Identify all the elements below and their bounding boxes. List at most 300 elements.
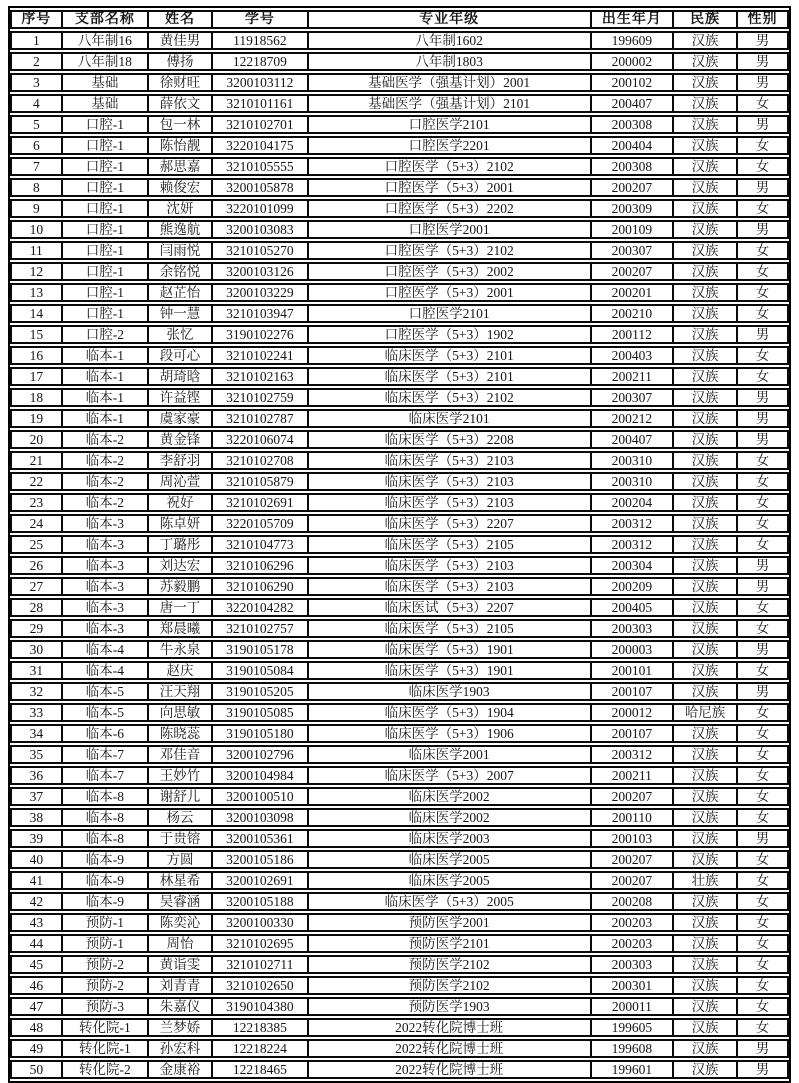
cell-gender: 女 [736,955,789,974]
table-row [10,31,789,50]
cell-major-grade: 口腔医学2001 [307,220,590,239]
cell-student-name: 傅扬 [147,52,211,71]
cell-birth-month: 200203 [590,913,673,932]
cell-branch-name: 转化院-1 [61,1039,147,1058]
cell-gender: 女 [736,367,789,386]
cell-ethnicity: 汉族 [672,325,736,344]
cell-branch-name: 临本-2 [61,493,147,512]
cell-birth-month: 200304 [590,556,673,575]
cell-gender: 男 [736,409,789,428]
cell-ethnicity: 汉族 [672,283,736,302]
cell-student-id: 3190105178 [211,640,307,659]
cell-major-grade: 口腔医学（5+3）2001 [307,283,590,302]
cell-major-grade: 八年制1602 [307,31,590,50]
table-row [10,535,789,554]
cell-gender: 女 [736,598,789,617]
cell-branch-name: 预防-3 [61,997,147,1016]
cell-student-id: 3190102276 [211,325,307,344]
cell-gender: 女 [736,241,789,260]
cell-student-id: 3200105361 [211,829,307,848]
cell-gender: 女 [736,976,789,995]
cell-branch-name: 口腔-1 [61,199,147,218]
cell-gender: 男 [736,178,789,197]
cell-student-id: 3210102787 [211,409,307,428]
cell-student-name: 周沁萱 [147,472,211,491]
cell-gender: 女 [736,766,789,785]
cell-student-name: 祝好 [147,493,211,512]
cell-birth-month: 200011 [590,997,673,1016]
cell-gender: 女 [736,850,789,869]
cell-student-id: 3220104282 [211,598,307,617]
cell-student-name: 黄佳男 [147,31,211,50]
header-row [10,10,789,29]
cell-index: 33 [10,703,61,722]
cell-gender: 女 [736,262,789,281]
cell-ethnicity: 汉族 [672,976,736,995]
cell-index: 29 [10,619,61,638]
cell-student-id: 12218709 [211,52,307,71]
cell-index: 40 [10,850,61,869]
cell-ethnicity: 汉族 [672,136,736,155]
cell-index: 34 [10,724,61,743]
cell-student-id: 3220101099 [211,199,307,218]
cell-student-name: 许益铿 [147,388,211,407]
cell-branch-name: 口腔-2 [61,325,147,344]
table-row [10,115,789,134]
cell-birth-month: 200307 [590,241,673,260]
cell-branch-name: 临本-1 [61,367,147,386]
cell-student-name: 余铭悦 [147,262,211,281]
cell-ethnicity: 汉族 [672,955,736,974]
cell-major-grade: 临床医学（5+3）2102 [307,388,590,407]
cell-student-name: 谢舒儿 [147,787,211,806]
cell-student-name: 熊逸航 [147,220,211,239]
table-row [10,220,789,239]
cell-major-grade: 临床医学2005 [307,871,590,890]
cell-student-name: 于贵镕 [147,829,211,848]
cell-student-name: 王妙竹 [147,766,211,785]
cell-branch-name: 临本-7 [61,745,147,764]
cell-birth-month: 200002 [590,52,673,71]
cell-birth-month: 200207 [590,850,673,869]
cell-student-id: 12218385 [211,1018,307,1037]
cell-ethnicity: 汉族 [672,724,736,743]
cell-birth-month: 200208 [590,892,673,911]
cell-student-id: 3200105186 [211,850,307,869]
cell-birth-month: 200207 [590,787,673,806]
cell-major-grade: 临床医学（5+3）2103 [307,451,590,470]
cell-branch-name: 临本-9 [61,892,147,911]
cell-birth-month: 200312 [590,514,673,533]
cell-major-grade: 预防医学2101 [307,934,590,953]
cell-ethnicity: 汉族 [672,178,736,197]
cell-student-id: 3210105879 [211,472,307,491]
cell-gender: 女 [736,472,789,491]
cell-ethnicity: 汉族 [672,220,736,239]
table-row [10,451,789,470]
cell-birth-month: 200102 [590,73,673,92]
cell-index: 9 [10,199,61,218]
table-outer-frame [8,6,791,1083]
table-row [10,640,789,659]
cell-student-name: 金康裕 [147,1060,211,1079]
cell-gender: 女 [736,787,789,806]
cell-major-grade: 基础医学（强基计划）2101 [307,94,590,113]
cell-branch-name: 临本-6 [61,724,147,743]
cell-ethnicity: 汉族 [672,157,736,176]
cell-major-grade: 预防医学2102 [307,955,590,974]
table-row [10,283,789,302]
cell-major-grade: 临床医学2005 [307,850,590,869]
table-row [10,787,789,806]
cell-branch-name: 口腔-1 [61,283,147,302]
cell-index: 18 [10,388,61,407]
cell-ethnicity: 哈尼族 [672,703,736,722]
cell-student-id: 3210102650 [211,976,307,995]
column-header-branch-name: 支部名称 [61,10,147,29]
cell-student-name: 李舒羽 [147,451,211,470]
cell-branch-name: 临本-8 [61,787,147,806]
cell-index: 2 [10,52,61,71]
cell-index: 26 [10,556,61,575]
cell-student-name: 陈晓蕊 [147,724,211,743]
cell-ethnicity: 汉族 [672,73,736,92]
cell-branch-name: 口腔-1 [61,136,147,155]
cell-student-name: 徐财旺 [147,73,211,92]
cell-gender: 女 [736,157,789,176]
cell-ethnicity: 汉族 [672,346,736,365]
cell-birth-month: 199609 [590,31,673,50]
cell-ethnicity: 汉族 [672,745,736,764]
cell-gender: 男 [736,52,789,71]
cell-ethnicity: 汉族 [672,52,736,71]
column-header-birth-month: 出生年月 [590,10,673,29]
table-row [10,430,789,449]
cell-birth-month: 200303 [590,619,673,638]
cell-student-id: 3210102711 [211,955,307,974]
cell-student-name: 向思敏 [147,703,211,722]
cell-ethnicity: 汉族 [672,829,736,848]
cell-birth-month: 200003 [590,640,673,659]
table-row [10,241,789,260]
cell-index: 10 [10,220,61,239]
cell-index: 28 [10,598,61,617]
cell-index: 49 [10,1039,61,1058]
cell-ethnicity: 汉族 [672,1060,736,1079]
cell-student-name: 丁璐彤 [147,535,211,554]
cell-index: 41 [10,871,61,890]
table-row [10,661,789,680]
cell-birth-month: 200404 [590,136,673,155]
cell-gender: 女 [736,136,789,155]
cell-student-id: 3200102691 [211,871,307,890]
cell-ethnicity: 汉族 [672,367,736,386]
cell-gender: 女 [736,199,789,218]
cell-ethnicity: 汉族 [672,493,736,512]
cell-student-name: 赵庆 [147,661,211,680]
cell-student-id: 3220106074 [211,430,307,449]
cell-branch-name: 临本-4 [61,661,147,680]
cell-birth-month: 200201 [590,283,673,302]
table-row [10,325,789,344]
cell-major-grade: 临床医学2002 [307,808,590,827]
cell-ethnicity: 汉族 [672,619,736,638]
cell-birth-month: 200309 [590,199,673,218]
cell-birth-month: 200405 [590,598,673,617]
table-row [10,409,789,428]
table-row [10,598,789,617]
table-row [10,262,789,281]
cell-index: 44 [10,934,61,953]
cell-student-id: 3210105555 [211,157,307,176]
cell-student-id: 3200103229 [211,283,307,302]
cell-gender: 女 [736,871,789,890]
cell-ethnicity: 汉族 [672,388,736,407]
cell-student-id: 3210101161 [211,94,307,113]
cell-student-name: 唐一丁 [147,598,211,617]
cell-birth-month: 200207 [590,178,673,197]
cell-major-grade: 口腔医学（5+3）2102 [307,241,590,260]
table-row [10,955,789,974]
cell-branch-name: 临本-4 [61,640,147,659]
cell-index: 46 [10,976,61,995]
table-row [10,556,789,575]
cell-birth-month: 200112 [590,325,673,344]
cell-student-id: 3210102163 [211,367,307,386]
cell-birth-month: 200109 [590,220,673,239]
cell-gender: 男 [736,1039,789,1058]
cell-major-grade: 临床医试（5+3）2207 [307,598,590,617]
cell-major-grade: 临床医学（5+3）2103 [307,493,590,512]
cell-birth-month: 200110 [590,808,673,827]
cell-ethnicity: 汉族 [672,199,736,218]
cell-birth-month: 200307 [590,388,673,407]
cell-branch-name: 基础 [61,73,147,92]
cell-branch-name: 临本-3 [61,514,147,533]
cell-gender: 女 [736,94,789,113]
cell-branch-name: 转化院-1 [61,1018,147,1037]
table-row [10,976,789,995]
cell-index: 27 [10,577,61,596]
cell-birth-month: 200308 [590,157,673,176]
cell-major-grade: 临床医学（5+3）2005 [307,892,590,911]
cell-birth-month: 200209 [590,577,673,596]
cell-ethnicity: 汉族 [672,598,736,617]
cell-gender: 男 [736,682,789,701]
cell-index: 14 [10,304,61,323]
cell-gender: 男 [736,577,789,596]
cell-major-grade: 临床医学（5+3）2105 [307,619,590,638]
cell-student-id: 3200103126 [211,262,307,281]
cell-gender: 女 [736,661,789,680]
table-row [10,619,789,638]
cell-index: 3 [10,73,61,92]
cell-index: 50 [10,1060,61,1079]
cell-major-grade: 临床医学（5+3）2207 [307,514,590,533]
cell-student-name: 吴睿涵 [147,892,211,911]
cell-index: 12 [10,262,61,281]
cell-gender: 女 [736,997,789,1016]
table-row [10,682,789,701]
cell-major-grade: 临床医学（5+3）2007 [307,766,590,785]
cell-index: 5 [10,115,61,134]
cell-student-name: 沈妍 [147,199,211,218]
cell-student-id: 3210102708 [211,451,307,470]
cell-major-grade: 临床医学（5+3）1901 [307,640,590,659]
cell-branch-name: 临本-2 [61,430,147,449]
table-row [10,577,789,596]
cell-major-grade: 口腔医学（5+3）1902 [307,325,590,344]
cell-student-name: 薛依文 [147,94,211,113]
cell-index: 42 [10,892,61,911]
cell-student-id: 3200100330 [211,913,307,932]
cell-student-name: 杨云 [147,808,211,827]
cell-gender: 女 [736,304,789,323]
cell-branch-name: 八年制18 [61,52,147,71]
cell-ethnicity: 壮族 [672,871,736,890]
cell-ethnicity: 汉族 [672,682,736,701]
cell-birth-month: 200407 [590,430,673,449]
cell-birth-month: 200407 [590,94,673,113]
cell-student-id: 3210102691 [211,493,307,512]
cell-student-id: 3210106296 [211,556,307,575]
cell-student-id: 3210102759 [211,388,307,407]
cell-branch-name: 临本-5 [61,703,147,722]
cell-student-id: 11918562 [211,31,307,50]
cell-ethnicity: 汉族 [672,1039,736,1058]
cell-ethnicity: 汉族 [672,115,736,134]
cell-birth-month: 200301 [590,976,673,995]
table-row [10,850,789,869]
cell-student-name: 刘达宏 [147,556,211,575]
cell-index: 16 [10,346,61,365]
cell-student-name: 陈奕沁 [147,913,211,932]
cell-branch-name: 临本-9 [61,850,147,869]
cell-major-grade: 口腔医学2201 [307,136,590,155]
cell-major-grade: 临床医学（5+3）2101 [307,346,590,365]
cell-branch-name: 口腔-1 [61,262,147,281]
cell-major-grade: 口腔医学2101 [307,115,590,134]
cell-student-id: 3190105084 [211,661,307,680]
cell-student-id: 3210106290 [211,577,307,596]
cell-branch-name: 口腔-1 [61,178,147,197]
cell-gender: 男 [736,430,789,449]
cell-gender: 女 [736,745,789,764]
cell-birth-month: 200310 [590,451,673,470]
cell-ethnicity: 汉族 [672,31,736,50]
cell-major-grade: 预防医学2102 [307,976,590,995]
cell-student-name: 郑晨曦 [147,619,211,638]
cell-index: 48 [10,1018,61,1037]
cell-ethnicity: 汉族 [672,997,736,1016]
cell-index: 1 [10,31,61,50]
cell-branch-name: 临本-3 [61,619,147,638]
cell-ethnicity: 汉族 [672,892,736,911]
cell-ethnicity: 汉族 [672,661,736,680]
cell-birth-month: 200107 [590,682,673,701]
cell-major-grade: 临床医学2003 [307,829,590,848]
table-row [10,766,789,785]
cell-ethnicity: 汉族 [672,577,736,596]
table-row [10,892,789,911]
cell-student-id: 3190105180 [211,724,307,743]
cell-ethnicity: 汉族 [672,430,736,449]
cell-gender: 女 [736,724,789,743]
cell-student-name: 虞家豪 [147,409,211,428]
cell-gender: 女 [736,703,789,722]
cell-birth-month: 200103 [590,829,673,848]
cell-gender: 男 [736,829,789,848]
cell-ethnicity: 汉族 [672,787,736,806]
cell-index: 45 [10,955,61,974]
cell-ethnicity: 汉族 [672,262,736,281]
cell-ethnicity: 汉族 [672,934,736,953]
table-row [10,136,789,155]
cell-branch-name: 预防-2 [61,955,147,974]
cell-gender: 女 [736,283,789,302]
cell-major-grade: 临床医学（5+3）1906 [307,724,590,743]
cell-birth-month: 199605 [590,1018,673,1037]
cell-gender: 女 [736,493,789,512]
cell-ethnicity: 汉族 [672,304,736,323]
cell-ethnicity: 汉族 [672,850,736,869]
cell-branch-name: 口腔-1 [61,220,147,239]
cell-birth-month: 200308 [590,115,673,134]
cell-ethnicity: 汉族 [672,535,736,554]
cell-birth-month: 200211 [590,766,673,785]
cell-student-name: 郝思嘉 [147,157,211,176]
column-header-index: 序号 [10,10,61,29]
cell-birth-month: 199601 [590,1060,673,1079]
cell-branch-name: 临本-1 [61,388,147,407]
cell-ethnicity: 汉族 [672,94,736,113]
cell-gender: 男 [736,640,789,659]
cell-student-name: 黄金锋 [147,430,211,449]
student-roster-table [10,8,789,1081]
cell-branch-name: 临本-1 [61,346,147,365]
cell-major-grade: 临床医学（5+3）2105 [307,535,590,554]
cell-index: 32 [10,682,61,701]
table-row [10,367,789,386]
cell-birth-month: 200403 [590,346,673,365]
table-row [10,724,789,743]
cell-branch-name: 预防-1 [61,913,147,932]
cell-student-name: 陈卓妍 [147,514,211,533]
cell-index: 31 [10,661,61,680]
table-row [10,1018,789,1037]
cell-student-name: 汪天翔 [147,682,211,701]
cell-index: 36 [10,766,61,785]
cell-student-id: 3200104984 [211,766,307,785]
cell-major-grade: 口腔医学（5+3）2102 [307,157,590,176]
cell-student-name: 周怡 [147,934,211,953]
cell-birth-month: 200303 [590,955,673,974]
table-body [10,31,789,1079]
cell-index: 8 [10,178,61,197]
cell-student-name: 孙宏科 [147,1039,211,1058]
cell-student-id: 3210102241 [211,346,307,365]
cell-branch-name: 临本-5 [61,682,147,701]
cell-student-id: 3200105878 [211,178,307,197]
cell-branch-name: 临本-3 [61,556,147,575]
cell-gender: 男 [736,115,789,134]
table-row [10,73,789,92]
cell-major-grade: 2022转化院博士班 [307,1018,590,1037]
cell-birth-month: 200204 [590,493,673,512]
cell-student-id: 3200103083 [211,220,307,239]
cell-major-grade: 基础医学（强基计划）2001 [307,73,590,92]
cell-student-id: 3200102796 [211,745,307,764]
